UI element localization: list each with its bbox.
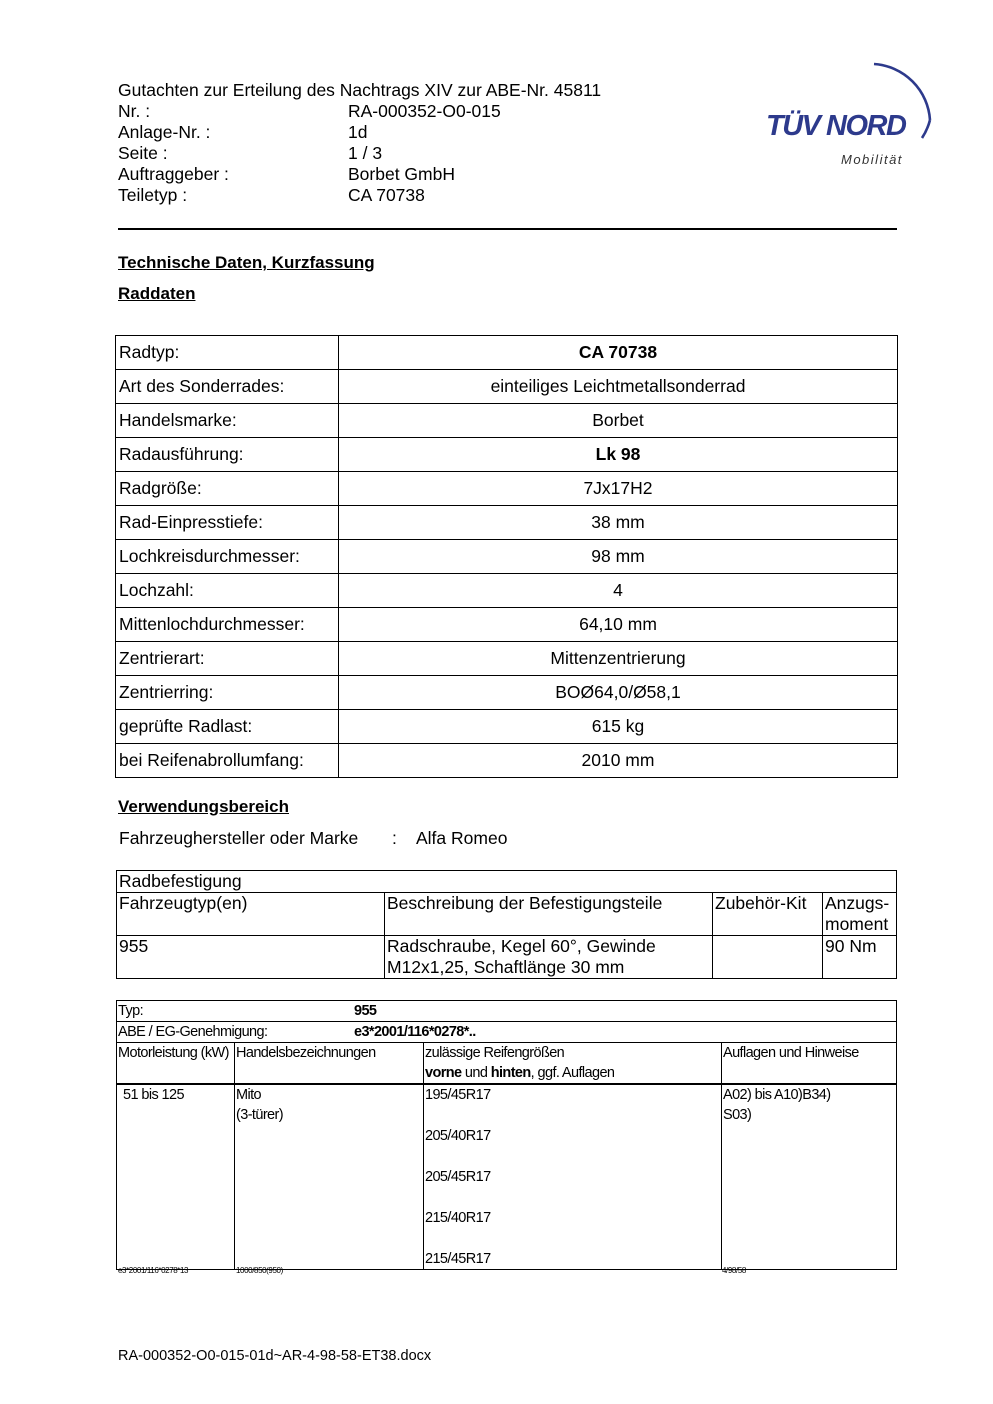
column-header-leistung: Motorleistung (kW) xyxy=(117,1043,235,1085)
cell-label: Zentrierring: xyxy=(116,676,339,710)
table-row xyxy=(116,404,898,438)
abe-row xyxy=(117,1022,897,1043)
cell-value: CA 70738 xyxy=(339,336,898,370)
cell-kit xyxy=(713,936,823,979)
footnote-weights: 1000/850(950) xyxy=(236,1266,283,1275)
tyre-size: 215/45R17 xyxy=(425,1251,491,1267)
cell-value: Mittenzentrierung xyxy=(339,642,898,676)
table-row xyxy=(117,936,897,979)
column-header-auflagen: Auflagen und Hinweise xyxy=(722,1043,897,1085)
cell-handel: Mito (3-türer) xyxy=(235,1084,424,1270)
cell-label: Radtyp: xyxy=(116,336,339,370)
typ-row xyxy=(117,1001,897,1022)
tyre-size: 205/45R17 xyxy=(425,1169,491,1185)
section-title-verwendung: Verwendungsbereich xyxy=(118,797,289,816)
cell-moment: 90 Nm xyxy=(823,936,897,979)
tyre-size: 205/40R17 xyxy=(425,1128,491,1144)
abe-label: ABE / EG-Genehmigung: xyxy=(118,1024,268,1040)
hersteller-label: Fahrzeughersteller oder Marke xyxy=(119,828,359,848)
cell-leistung: 51 bis 125 xyxy=(117,1084,235,1270)
cell-value: 2010 mm xyxy=(339,744,898,778)
table-row xyxy=(117,1022,897,1043)
cell-label: bei Reifenabrollumfang: xyxy=(116,744,339,778)
cell-label: Rad-Einpresstiefe: xyxy=(116,506,339,540)
table-row xyxy=(116,472,898,506)
column-header: Anzugs-moment xyxy=(823,893,897,936)
cell-label: Radausführung: xyxy=(116,438,339,472)
table-row xyxy=(116,642,898,676)
cell-value: 38 mm xyxy=(339,506,898,540)
table-header-row xyxy=(117,1043,897,1085)
column-header-handel: Handelsbezeichnungen xyxy=(235,1043,424,1085)
tyre-size: 215/40R17 xyxy=(425,1210,491,1226)
radbefestigung-table xyxy=(116,870,897,979)
abe-value: e3*2001/116*0278*.. xyxy=(354,1024,476,1040)
column-header: Beschreibung der Befestigungsteile xyxy=(385,893,713,936)
hersteller-separator: : xyxy=(392,828,397,848)
table-row xyxy=(116,540,898,574)
table-header-row xyxy=(117,893,897,936)
table-row xyxy=(117,1084,897,1270)
cell-value: BOØ64,0/Ø58,1 xyxy=(339,676,898,710)
cell-value: 615 kg xyxy=(339,710,898,744)
header-divider xyxy=(118,228,897,230)
section-title-raddaten: Raddaten xyxy=(118,284,196,303)
cell-label: Lochkreisdurchmesser: xyxy=(116,540,339,574)
tuv-nord-logo xyxy=(764,58,944,173)
table-row xyxy=(116,438,898,472)
section-title-tech: Technische Daten, Kurzfassung xyxy=(118,253,375,272)
table-row xyxy=(116,370,898,404)
typ-label: Typ: xyxy=(118,1003,143,1019)
cell-value: Lk 98 xyxy=(339,438,898,472)
table-row xyxy=(116,506,898,540)
cell-value: Borbet xyxy=(339,404,898,438)
column-header: Fahrzeugtyp(en) xyxy=(117,893,385,936)
cell-typ: 955 xyxy=(117,936,385,979)
footer-filename: RA-000352-O0-015-01d~AR-4-98-58-ET38.docx xyxy=(118,1348,432,1364)
cell-label: Mittenlochdurchmesser: xyxy=(116,608,339,642)
svg-text:Mobilität: Mobilität xyxy=(841,152,903,167)
table-row xyxy=(116,608,898,642)
cell-label: Lochzahl: xyxy=(116,574,339,608)
column-header-reifen: zulässige Reifengrößen vorne und hinten, ggf. Auflagen xyxy=(424,1043,722,1085)
footnote-bolt: 4/98/58 xyxy=(722,1266,746,1275)
cell-auflagen: A02) bis A10)B34) S03) xyxy=(722,1084,897,1270)
table-row xyxy=(116,710,898,744)
cell-label: Radgröße: xyxy=(116,472,339,506)
typ-value: 955 xyxy=(354,1003,377,1019)
cell-label: Art des Sonderrades: xyxy=(116,370,339,404)
cell-value: 98 mm xyxy=(339,540,898,574)
cell-value: 64,10 mm xyxy=(339,608,898,642)
table-row xyxy=(117,1001,897,1022)
cell-value: 7Jx17H2 xyxy=(339,472,898,506)
table-title: Radbefestigung xyxy=(117,871,897,893)
tyre-size: 195/45R17 xyxy=(425,1087,491,1103)
cell-value: einteiliges Leichtmetallsonderrad xyxy=(339,370,898,404)
cell-value: 4 xyxy=(339,574,898,608)
raddaten-table xyxy=(115,335,898,778)
cell-label: geprüfte Radlast: xyxy=(116,710,339,744)
table-row xyxy=(116,676,898,710)
table-row xyxy=(116,744,898,778)
svg-text:TÜV NORD: TÜV NORD xyxy=(766,110,906,142)
footnote-approval: e3*2001/116*0278*13 xyxy=(118,1266,189,1275)
hersteller-line xyxy=(119,828,508,849)
table-row xyxy=(116,574,898,608)
hersteller-value: Alfa Romeo xyxy=(416,828,508,848)
cell-beschreibung: Radschraube, Kegel 60°, Gewinde M12x1,25, Schaftlänge 30 mm xyxy=(385,936,713,979)
fahrzeug-table xyxy=(116,1000,897,1270)
cell-label: Handelsmarke: xyxy=(116,404,339,438)
table-row xyxy=(117,871,897,893)
table-row xyxy=(116,336,898,370)
column-header: Zubehör-Kit xyxy=(713,893,823,936)
cell-reifen xyxy=(424,1084,722,1270)
cell-label: Zentrierart: xyxy=(116,642,339,676)
